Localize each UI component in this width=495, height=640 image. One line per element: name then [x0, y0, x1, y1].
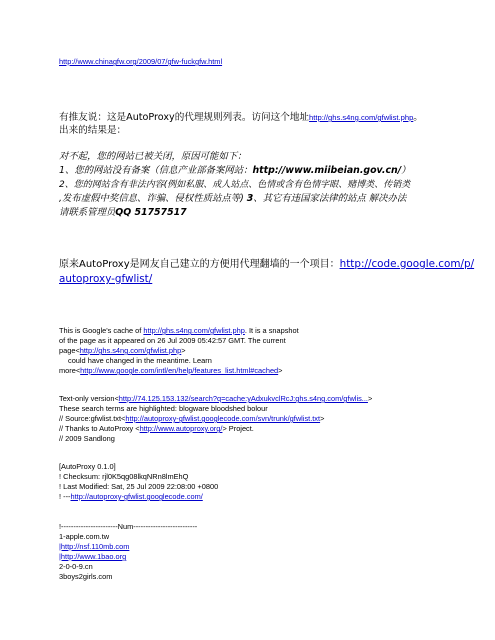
textonly-line-3	[59, 414, 372, 424]
intro-line-2: 出来的结果是：	[59, 125, 127, 136]
textonly-line-1	[59, 394, 372, 404]
list-item: 2-0-0-9.cn	[59, 562, 93, 571]
header-line-4	[59, 492, 218, 502]
cache-line-3	[59, 346, 299, 356]
gfwlist-php-link[interactable]: http://ghs.s4ng.com/gfwlist.php	[309, 113, 414, 122]
cache-line-5	[59, 366, 299, 376]
header-line-4-text: ! ---	[59, 492, 71, 501]
notice-line-5-text: 请联系管理员	[59, 207, 116, 218]
project-paragraph	[59, 257, 474, 287]
notice-line-3: 2、您的网站含有非法内容(例如私服、成人站点、色情或含有色情字眼、赌博类、传销类	[59, 180, 411, 190]
current-page-link[interactable]: http://ghs.s4ng.com/gfwlist.php	[79, 346, 182, 355]
list-item	[59, 542, 197, 552]
closed-site-notice	[59, 150, 411, 220]
list-item	[59, 552, 197, 562]
text-only-block	[59, 394, 372, 444]
textonly-line-2: These search terms are highlighted: blogware bloodshed bolour	[59, 404, 268, 413]
project-line-2	[59, 272, 474, 287]
textonly-line-4-text: // Thanks to AutoProxy <	[59, 424, 140, 433]
cache-line-3-suffix: >	[181, 346, 186, 355]
autoproxy-gfwlist-link[interactable]: http://autoproxy-gfwlist.googlecode.com/	[70, 492, 203, 501]
cache-line-1	[59, 326, 299, 336]
notice-number-3: 3	[246, 193, 254, 204]
header-line-1: [AutoProxy 0.1.0]	[59, 462, 116, 471]
text-only-link[interactable]: http://74.125.153.132/search?q=cache:yAdxukvclRcJ:ghs.s4ng.com/gfwlis...	[118, 394, 368, 403]
google-cache-block	[59, 326, 299, 376]
list-header: !-----------------------Num--------------------------	[59, 522, 198, 531]
code-google-link[interactable]: http://code.google.com/p/	[339, 258, 475, 270]
cache-line-4: could have changed in the meantime. Learn	[68, 356, 212, 365]
notice-line-5	[59, 206, 411, 220]
textonly-line-1-suffix: >	[367, 394, 373, 403]
textonly-line-4	[59, 424, 372, 434]
list-item: 1-apple.com.tw	[59, 532, 110, 541]
textonly-line-5: // 2009 Sandlong	[59, 434, 115, 443]
cache-line-5-text: more<	[59, 366, 81, 375]
header-line-2: ! Checksum: rjl0K5qg08lkqNRn8lmEhQ	[59, 472, 189, 481]
autoproxy-org-link[interactable]: http://www.autoproxy.org/	[139, 424, 223, 433]
notice-line-2-text: 1、您的网站没有备案（信息产业部备案网站：	[59, 165, 253, 176]
notice-line-2	[59, 164, 411, 178]
cache-line-3-text: page<	[59, 346, 80, 355]
textonly-line-1-text: Text-only version<	[59, 394, 119, 403]
intro-paragraph	[59, 111, 423, 137]
nsf-110mb-link[interactable]: |http://nsf.110mb.com	[59, 542, 130, 551]
1bao-link[interactable]: |http://www.1bao.org	[59, 552, 127, 561]
notice-line-4	[59, 192, 411, 206]
header-line-3: ! Last Modified: Sat, 25 Jul 2009 22:08:00 +0800	[59, 482, 219, 491]
notice-line-2-suffix: ）	[401, 165, 411, 176]
intro-line-1	[59, 111, 423, 124]
textonly-line-3-text: // Source:gfwlist.txt<	[59, 414, 126, 423]
notice-line-4-text: ,发布虚假中奖信息、诈骗、侵权性质站点等)	[59, 193, 244, 204]
cache-line-2: of the page as it appeared on 26 Jul 2009 05:42:57 GMT. The current	[59, 336, 286, 345]
project-text: 原来AutoProxy是网友自己建立的方便用代理翻墙的一个项目：	[59, 259, 340, 270]
cache-line-1-suffix: . It is a snapshot	[244, 326, 299, 335]
cache-gfwlist-link[interactable]: http://ghs.s4ng.com/gfwlist.php	[143, 326, 245, 335]
list-item: 3boys2girls.com	[59, 572, 113, 581]
top-link-block	[59, 57, 222, 66]
textonly-line-3-suffix: >	[320, 414, 325, 423]
project-line-1	[59, 257, 474, 272]
textonly-line-4-suffix: > Project.	[222, 424, 254, 433]
gfwlist-txt-link[interactable]: http://autoproxy-gfwlist.googlecode.com/svn/trunk/gfwlist.txt	[125, 414, 321, 423]
learn-more-link[interactable]: http://www.google.com/intl/en/help/features_list.html#cached	[80, 366, 279, 375]
intro-suffix: 。	[413, 112, 423, 123]
autoproxy-header-block	[59, 462, 218, 502]
notice-line-4-suffix: 、其它有违国家法律的站点 解决办法	[253, 193, 407, 204]
miibeian-url: http://www.miibeian.gov.cn/	[252, 165, 402, 176]
admin-qq: QQ 51757517	[115, 207, 187, 218]
chinagfw-link[interactable]: http://www.chinagfw.org/2009/07/gfw-fuckgfw.html	[59, 57, 223, 66]
cache-line-5-suffix: >	[278, 366, 283, 375]
notice-line-1: 对不起，您的网站已被关闭，原因可能如下：	[59, 151, 247, 162]
rule-list-block	[59, 522, 197, 582]
cache-line-1-text: This is Google's cache of	[59, 326, 144, 335]
code-google-link-cont[interactable]: autoproxy-gfwlist/	[59, 273, 153, 285]
intro-text: 有推友说：这是AutoProxy的代理规则列表。访问这个地址	[59, 112, 310, 123]
